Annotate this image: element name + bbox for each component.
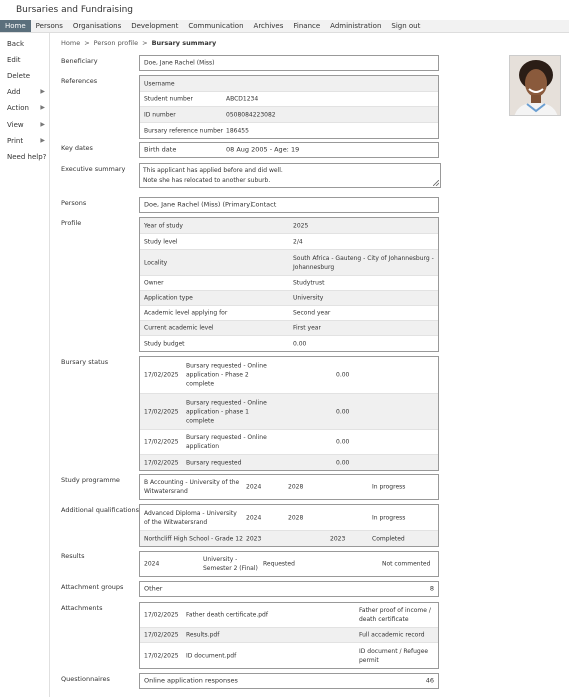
attachment-group-count: 8 xyxy=(429,584,434,593)
bursary-status-label: Bursary status xyxy=(61,358,109,366)
questionnaire-count: 46 xyxy=(425,676,434,685)
attachment-date: 17/02/2025 xyxy=(144,611,179,619)
key-dates-label: Key dates xyxy=(61,144,93,152)
sidebar-item-print[interactable] xyxy=(7,137,49,145)
sidebar-item-help[interactable] xyxy=(7,153,49,161)
summary-line: Note she has relocated to another suburb. xyxy=(143,177,271,184)
sidebar-item-add[interactable] xyxy=(7,88,49,96)
result-comment: Not commented xyxy=(382,560,431,568)
table-row xyxy=(140,276,438,291)
table-row xyxy=(140,234,438,250)
qualification-name[interactable]: Northcliff High School - Grade 12 xyxy=(144,535,243,542)
profile-key: Owner xyxy=(144,279,164,287)
person-name[interactable]: Doe, Jane Rachel (Miss) (Primary) xyxy=(144,200,253,209)
sidebar-item-label: Add xyxy=(7,88,21,96)
sidebar-item-label: Edit xyxy=(7,56,21,64)
persons-label: Persons xyxy=(61,199,87,207)
profile-value: South Africa - Gauteng - City of Johannesburg - Johannesburg xyxy=(293,254,434,271)
reference-key: Bursary reference number xyxy=(144,127,224,134)
qualification-status: Completed xyxy=(372,535,405,542)
triangle-right-icon: ▶ xyxy=(40,104,45,111)
attachment-date: 17/02/2025 xyxy=(144,652,179,659)
table-row xyxy=(140,643,438,668)
breadcrumb-separator: > xyxy=(142,39,148,47)
triangle-right-icon: ▶ xyxy=(40,137,45,144)
qualification-status: In progress xyxy=(372,514,406,521)
status-amount: 0.00 xyxy=(336,408,350,415)
status-date: 17/02/2025 xyxy=(144,459,179,466)
status-amount: 0.00 xyxy=(336,371,350,379)
additional-qualifications-label: Additional qualifications xyxy=(61,506,140,514)
key-date-value: 08 Aug 2005 - Age: 19 xyxy=(226,145,300,154)
triangle-right-icon: ▶ xyxy=(40,88,45,95)
menu-persons[interactable]: Persons xyxy=(35,22,63,30)
status-amount: 0.00 xyxy=(336,459,350,466)
table-row xyxy=(140,306,438,321)
programme-end: 2028 xyxy=(288,483,304,491)
status-description: Bursary requested - Online application - phase 1 complete xyxy=(186,399,267,424)
attachments-table xyxy=(139,602,439,669)
attachment-groups-label: Attachment groups xyxy=(61,583,124,591)
sidebar-item-label: View xyxy=(7,121,24,129)
attachment-date: 17/02/2025 xyxy=(144,631,179,639)
profile-value: 2025 xyxy=(293,222,309,229)
persons-box xyxy=(139,197,439,213)
profile-label: Profile xyxy=(61,219,82,227)
programme-start: 2024 xyxy=(246,483,262,491)
status-description: Bursary requested - Online application - Phase 2 complete xyxy=(186,362,267,388)
sidebar-item-action[interactable] xyxy=(7,104,49,112)
profile-value: 2/4 xyxy=(293,238,303,245)
sidebar xyxy=(0,33,50,697)
table-row xyxy=(140,250,438,276)
breadcrumb-person-profile[interactable]: Person profile xyxy=(93,39,139,47)
sidebar-item-label: Delete xyxy=(7,72,30,80)
attachment-file[interactable]: Father death certificate.pdf xyxy=(186,611,268,619)
table-row xyxy=(140,455,438,470)
questionnaires-box xyxy=(139,673,439,689)
reference-key: Username xyxy=(144,80,175,87)
profile-photo xyxy=(509,55,561,116)
result-status: Requested xyxy=(263,560,295,568)
reference-value: ABCD1234 xyxy=(226,95,259,103)
references-table xyxy=(139,75,439,139)
table-row xyxy=(140,107,438,123)
table-row xyxy=(140,430,438,455)
profile-key: Academic level applying for xyxy=(144,309,228,317)
status-date: 17/02/2025 xyxy=(144,438,179,446)
qualification-end: 2023 xyxy=(330,535,346,542)
menu-sign-out[interactable]: Sign out xyxy=(391,22,421,30)
profile-table xyxy=(139,217,439,352)
references-label: References xyxy=(61,77,98,85)
profile-value: 0.00 xyxy=(293,340,307,347)
table-row xyxy=(140,475,438,499)
sidebar-item-delete[interactable] xyxy=(7,72,49,80)
attachment-groups-box xyxy=(139,581,439,597)
result-term[interactable]: University - Semester 2 (Final) xyxy=(203,556,258,572)
programme-status: In progress xyxy=(372,483,406,491)
attachment-type: Full accademic record xyxy=(359,631,425,639)
beneficiary-box xyxy=(139,55,439,71)
beneficiary-label: Beneficiary xyxy=(61,57,98,65)
status-date: 17/02/2025 xyxy=(144,408,179,415)
questionnaire-name[interactable]: Online application responses xyxy=(144,676,238,685)
qualification-end: 2028 xyxy=(288,514,304,521)
breadcrumb xyxy=(61,39,216,47)
profile-key: Study level xyxy=(144,238,178,245)
reference-key: ID number xyxy=(144,111,176,118)
menu-home[interactable]: Home xyxy=(0,20,31,32)
status-description: Bursary requested xyxy=(186,459,242,466)
attachment-file[interactable]: ID document.pdf xyxy=(186,652,237,659)
qualification-name[interactable]: Advanced Diploma - University of the Witwatersrand xyxy=(144,509,237,526)
additional-qualifications-table xyxy=(139,504,439,547)
profile-key: Study budget xyxy=(144,340,185,347)
sidebar-item-back[interactable] xyxy=(7,40,49,48)
breadcrumb-separator: > xyxy=(84,39,90,47)
table-row xyxy=(140,628,438,643)
attachment-group-name[interactable]: Other xyxy=(144,584,163,593)
profile-value: Studytrust xyxy=(293,279,325,287)
table-row xyxy=(140,394,438,430)
menu-organisations[interactable]: Organisations xyxy=(72,22,122,30)
bursary-status-table xyxy=(139,356,439,471)
person-portrait-icon xyxy=(510,56,561,116)
sidebar-item-label: Back xyxy=(7,40,24,48)
key-date-type: Birth date xyxy=(144,145,177,154)
attachments-label: Attachments xyxy=(61,604,103,612)
sidebar-item-label: Print xyxy=(7,137,24,145)
attachment-type: ID document / Refugee permit xyxy=(359,647,429,664)
table-row xyxy=(140,321,438,336)
status-description: Bursary requested - Online application xyxy=(186,434,267,450)
menu-development[interactable]: Development xyxy=(131,22,179,30)
attachment-file[interactable]: Results.pdf xyxy=(186,631,220,639)
qualification-start: 2023 xyxy=(246,535,262,542)
table-row xyxy=(140,336,438,351)
status-date: 17/02/2025 xyxy=(144,371,179,379)
table-row xyxy=(140,123,438,138)
profile-key: Locality xyxy=(144,259,168,266)
profile-key: Year of study xyxy=(144,222,183,229)
app-title: Bursaries and Fundraising xyxy=(16,5,133,15)
resize-grip-icon[interactable] xyxy=(433,180,439,186)
study-programme-label: Study programme xyxy=(61,476,120,484)
sidebar-item-view[interactable] xyxy=(7,121,49,129)
table-row xyxy=(140,92,438,107)
programme-name[interactable]: B Accounting - University of the Witwatersrand xyxy=(144,479,240,495)
qualification-start: 2024 xyxy=(246,514,262,521)
profile-key: Current academic level xyxy=(144,324,214,332)
person-role: Contact xyxy=(251,200,277,209)
table-row xyxy=(140,357,438,394)
top-menu xyxy=(0,20,569,33)
sidebar-item-edit[interactable] xyxy=(7,56,49,64)
profile-value: Second year xyxy=(293,309,331,317)
table-row xyxy=(140,291,438,306)
table-row xyxy=(140,76,438,92)
profile-value: First year xyxy=(293,324,321,332)
executive-summary-textarea[interactable] xyxy=(139,163,441,188)
triangle-right-icon: ▶ xyxy=(40,121,45,128)
executive-summary-label: Executive summary xyxy=(61,165,126,173)
sidebar-item-label: Need help? xyxy=(7,153,47,161)
table-row xyxy=(140,603,438,628)
profile-key: Application type xyxy=(144,294,193,302)
questionnaires-label: Questionnaires xyxy=(61,675,110,683)
table-row xyxy=(140,552,438,576)
results-label: Results xyxy=(61,552,85,560)
menu-communication[interactable]: Communication xyxy=(188,22,244,30)
study-programme-table xyxy=(139,474,439,500)
results-table xyxy=(139,551,439,577)
table-row xyxy=(140,218,438,234)
table-row xyxy=(140,505,438,531)
menu-finance[interactable]: Finance xyxy=(293,22,321,30)
key-dates-box xyxy=(139,142,439,158)
sidebar-item-label: Action xyxy=(7,104,29,112)
menu-archives[interactable]: Archives xyxy=(253,22,284,30)
reference-value: 186455 xyxy=(226,127,249,134)
reference-key: Student number xyxy=(144,95,193,103)
menu-administration[interactable]: Administration xyxy=(330,22,382,30)
reference-value: 0508084223082 xyxy=(226,111,276,118)
breadcrumb-home[interactable]: Home xyxy=(61,39,81,47)
summary-line: This applicant has applied before and did well. xyxy=(143,167,283,174)
profile-value: University xyxy=(293,294,324,302)
attachment-type: Father proof of income / death certificate xyxy=(359,607,431,623)
beneficiary-name[interactable]: Doe, Jane Rachel (Miss) xyxy=(144,59,215,67)
breadcrumb-current: Bursary summary xyxy=(151,39,217,47)
result-year: 2024 xyxy=(144,560,160,568)
status-amount: 0.00 xyxy=(336,438,350,446)
table-row xyxy=(140,531,438,546)
